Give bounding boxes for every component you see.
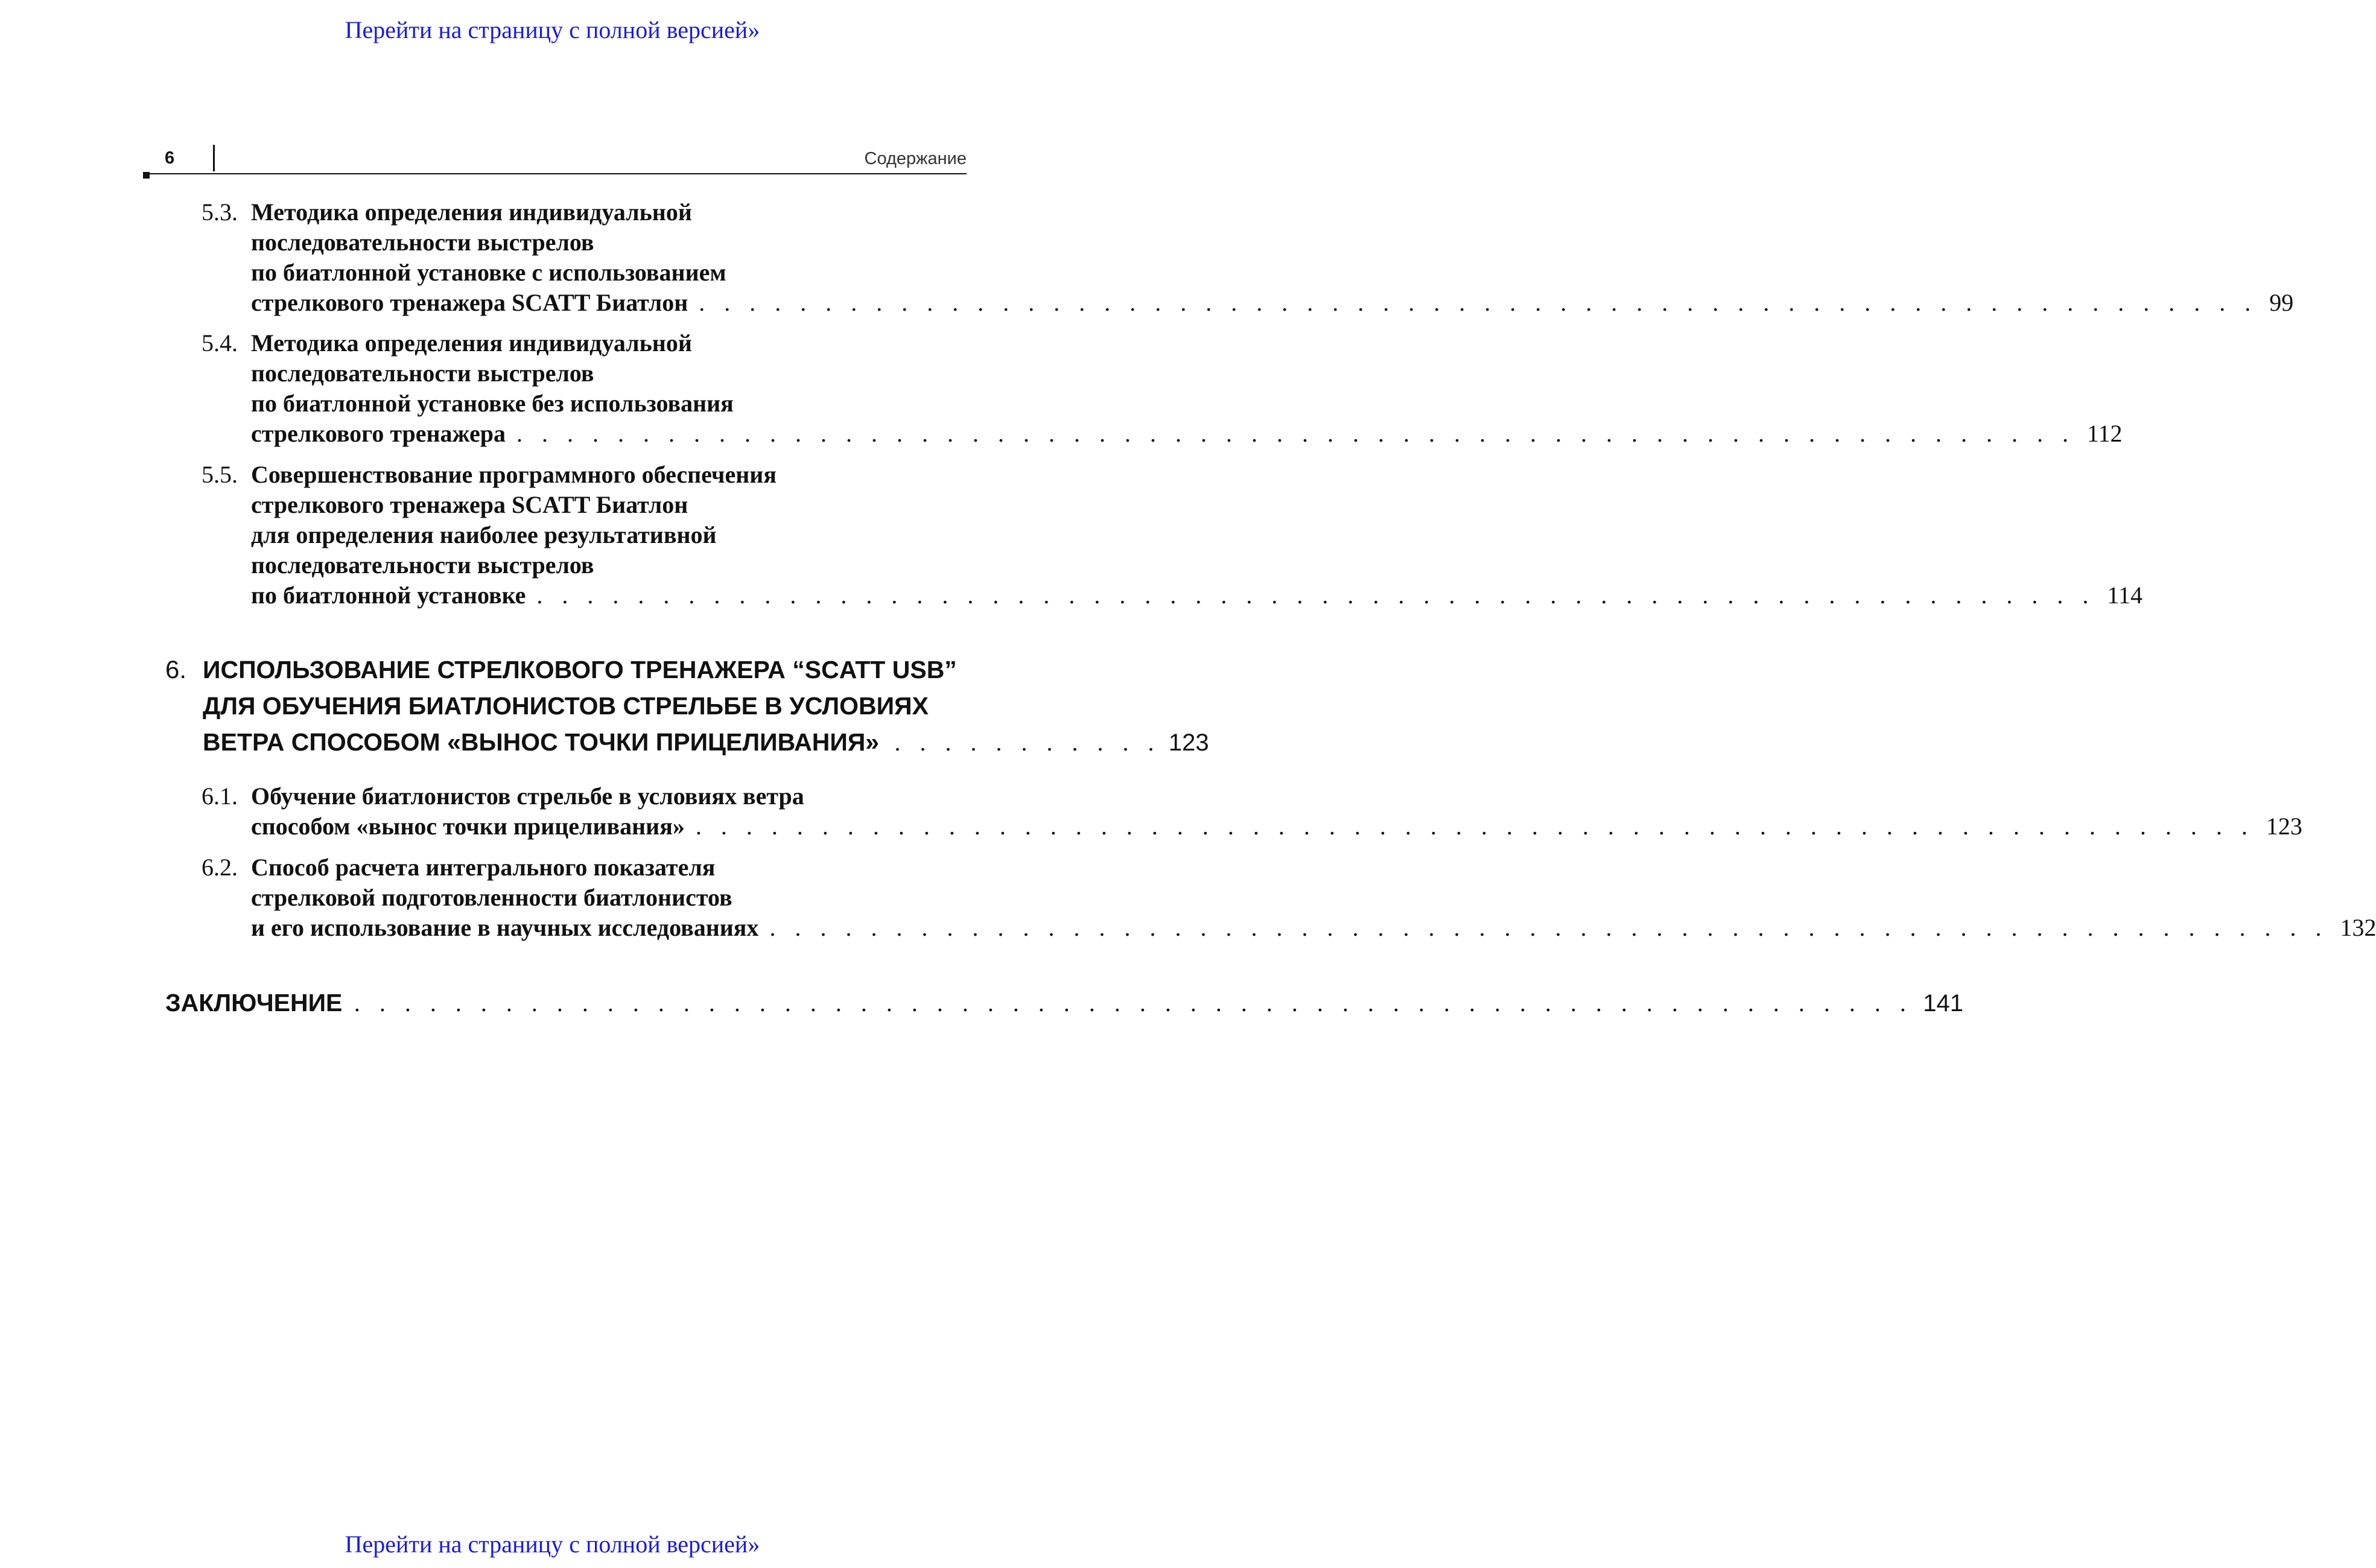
toc-entry-number: 6.1.	[202, 782, 238, 810]
toc-entry-5-5[interactable]	[202, 460, 2143, 611]
running-head-marker	[143, 172, 150, 179]
dot-leader: . . . . . . . . . . . . . . . . . . . . . . . . . . . . . . . . . . . . . . . . . . . . . . . . . . . . . . . . . . . . . .	[699, 289, 2258, 316]
toc-entry-title-line: способом «вынос точки прицеливания»	[251, 813, 685, 840]
toc-chapter-number: 6.	[165, 655, 187, 684]
running-head-rule	[145, 173, 967, 174]
toc-entry-6-2[interactable]	[202, 852, 2376, 943]
dot-leader: . . . . . . . . . . . . . . . . . . . . . . . . . . . . . . . . . . . . . . . . . . . . . . . . . . . . . . . . . . . . . .	[536, 582, 2095, 609]
toc-chapter-title-line: ИСПОЛЬЗОВАНИЕ СТРЕЛКОВОГО ТРЕНАЖЕРА “SCATT USB”	[203, 656, 957, 684]
toc-chapter-title-line: ДЛЯ ОБУЧЕНИЯ БИАТЛОНИСТОВ СТРЕЛЬБЕ В УСЛОВИЯХ	[203, 692, 929, 720]
toc-page-number: 112	[2087, 420, 2123, 447]
toc-entry-title-line: для определения наиболее результативной	[251, 521, 717, 548]
toc-page-number: 123	[2266, 813, 2302, 840]
toc-entry-number: 6.2.	[202, 854, 238, 881]
toc-conclusion-title: ЗАКЛЮЧЕНИЕ	[165, 989, 343, 1017]
toc-entry-title-line: последовательности выстрелов	[251, 229, 594, 256]
toc-entry-number: 5.3.	[202, 198, 238, 226]
toc-entry-title-line: Обучение биатлонистов стрельбе в условиях ветра	[251, 782, 804, 810]
toc-entry-title-line: и его использование в научных исследованиях	[251, 914, 759, 941]
toc-entry-title-line: Методика определения индивидуальной	[251, 329, 692, 357]
toc-conclusion[interactable]	[165, 985, 1963, 1021]
toc-chapter-6[interactable]	[165, 652, 1209, 761]
dot-leader: . . . . . . . . . . . . . . . . . . . . . . . . . . . . . . . . . . . . . . . . . . . . . . . . . . . . . . . . . . . . . .	[516, 420, 2076, 447]
full-version-link-bottom[interactable]: Перейти на страницу с полной версией»	[345, 1531, 760, 1558]
toc-page-number: 123	[1168, 729, 1209, 756]
dot-leader: . . . . . . . . . . . . . . . . . . . . . . . . . . . . . . . . . . . . . . . . . . . . . . . . . . . . . . . . . . . . . .	[695, 813, 2254, 840]
running-head-divider	[213, 145, 215, 171]
toc-entry-number: 5.5.	[202, 461, 238, 488]
toc-entry-title-line: Методика определения индивидуальной	[251, 198, 692, 226]
toc-entry-title-line: стрелкового тренажера SCATT Биатлон	[251, 491, 688, 518]
toc-entry-title-line: по биатлонной установке с использованием	[251, 259, 726, 286]
dot-leader: . . . . . . . . . . . . . . . . . . . . . . . . . . . . . . . . . . . . . . . . . . . . . . . . . . . . . . . . . . . . . .	[769, 914, 2328, 941]
page-number: 6	[165, 148, 175, 168]
toc-entry-title-line: по биатлонной установке	[251, 582, 526, 609]
toc-entry-title-line: стрелковой подготовленности биатлонистов	[251, 884, 732, 911]
toc-entry-5-3[interactable]	[202, 197, 2294, 318]
dot-leader: . . . . . . . . . . .	[894, 729, 1161, 756]
toc-entry-6-1[interactable]	[202, 781, 2302, 842]
toc-page-number: 132	[2340, 914, 2376, 941]
running-head	[145, 145, 967, 176]
toc-page-number: 141	[1923, 990, 1963, 1017]
toc-chapter-title-line: ВЕТРА СПОСОБОМ «ВЫНОС ТОЧКИ ПРИЦЕЛИВАНИЯ»	[203, 728, 880, 756]
toc-entry-title-line: Способ расчета интегрального показателя	[251, 854, 716, 881]
toc-entry-title-line: стрелкового тренажера	[251, 420, 506, 447]
toc-entry-title-line: последовательности выстрелов	[251, 551, 594, 579]
toc-page-number: 99	[2269, 289, 2294, 316]
toc-entry-title-line: стрелкового тренажера SCATT Биатлон	[251, 289, 688, 316]
toc-page-number: 114	[2107, 582, 2143, 609]
full-version-link-top[interactable]: Перейти на страницу с полной версией»	[345, 16, 760, 43]
toc-entry-title-line: по биатлонной установке без использования	[251, 390, 734, 417]
toc-entry-number: 5.4.	[202, 329, 238, 357]
toc-entry-title-line: последовательности выстрелов	[251, 360, 594, 387]
running-head-title: Содержание	[864, 149, 967, 168]
toc-entry-title-line: Совершенствование программного обеспечения	[251, 461, 777, 488]
toc-entry-5-4[interactable]	[202, 328, 2123, 449]
dot-leader: . . . . . . . . . . . . . . . . . . . . . . . . . . . . . . . . . . . . . . . . . . . . . . . . . . . . . . . . . . . . . .	[354, 989, 1913, 1017]
